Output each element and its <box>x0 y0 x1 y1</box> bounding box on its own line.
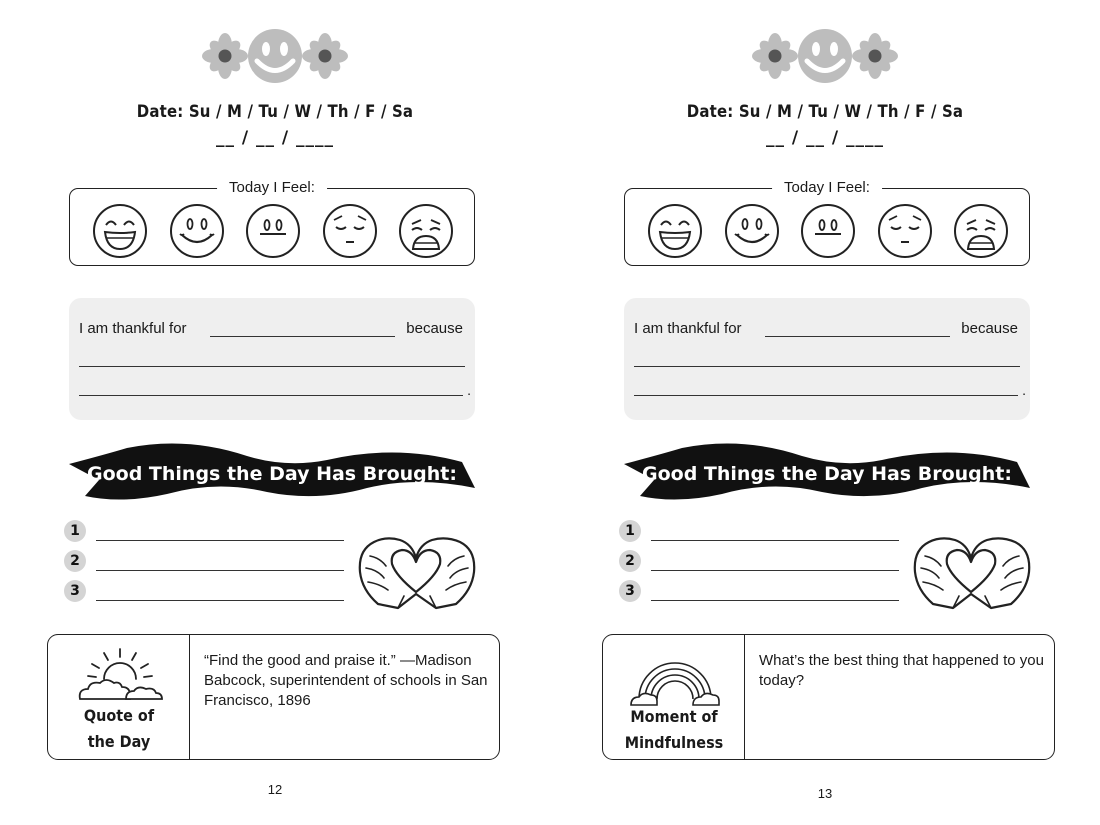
feelings-faces <box>647 203 1009 259</box>
upset-face-icon[interactable] <box>398 203 454 259</box>
neutral-face-icon[interactable] <box>800 203 856 259</box>
neutral-face-icon[interactable] <box>245 203 301 259</box>
page-number: 12 <box>267 782 283 797</box>
page-right <box>555 0 1100 825</box>
thankful-row <box>634 320 1018 340</box>
thankful-end: . <box>1022 382 1026 398</box>
mindfulness-prompt: What’s the best thing that happened to you today? <box>759 652 1044 689</box>
happy-face-icon[interactable] <box>724 203 780 259</box>
number-badge: 1 <box>619 520 641 542</box>
feelings-box <box>624 179 1030 266</box>
date-blanks[interactable]: __ / __ / ____ <box>765 128 885 148</box>
date-label: Date: Su / M / Tu / W / Th / F / Sa <box>136 102 414 122</box>
laughing-face-icon[interactable] <box>92 203 148 259</box>
quote-title-line1: Quote of <box>83 706 155 725</box>
good-things-list <box>619 520 909 610</box>
good-thing-line[interactable] <box>651 600 899 601</box>
banner-text: Good Things the Day Has Brought: <box>87 463 457 485</box>
good-thing-line[interactable] <box>96 570 344 571</box>
thankful-suffix: because <box>961 320 1018 337</box>
number-badge: 2 <box>619 550 641 572</box>
good-thing-line[interactable] <box>651 570 899 571</box>
mindfulness-box <box>602 634 1055 760</box>
thankful-panel <box>624 298 1030 420</box>
good-things-list <box>64 520 354 610</box>
thankful-blank[interactable] <box>765 336 950 337</box>
number-badge: 3 <box>619 580 641 602</box>
mindfulness-title-line1: Moment of <box>630 707 718 726</box>
list-item <box>619 550 909 574</box>
heart-hands-icon <box>356 532 478 612</box>
quote-label-panel <box>48 635 190 759</box>
thankful-line[interactable] <box>634 366 1020 367</box>
sad-face-icon[interactable] <box>322 203 378 259</box>
sun-cloud-icon <box>74 645 166 705</box>
feelings-label: Today I Feel: <box>217 179 327 196</box>
list-item <box>64 580 354 604</box>
thankful-line[interactable] <box>634 395 1018 396</box>
list-item <box>619 520 909 544</box>
number-badge: 3 <box>64 580 86 602</box>
list-item <box>619 580 909 604</box>
good-things-banner <box>67 436 477 508</box>
happy-face-icon[interactable] <box>169 203 225 259</box>
upset-face-icon[interactable] <box>953 203 1009 259</box>
feelings-label: Today I Feel: <box>772 179 882 196</box>
thankful-line[interactable] <box>79 366 465 367</box>
thankful-prefix: I am thankful for <box>634 320 742 337</box>
good-thing-line[interactable] <box>651 540 899 541</box>
thankful-blank[interactable] <box>210 336 395 337</box>
date-label: Date: Su / M / Tu / W / Th / F / Sa <box>686 102 964 122</box>
number-badge: 1 <box>64 520 86 542</box>
banner-text: Good Things the Day Has Brought: <box>642 463 1012 485</box>
thankful-prefix: I am thankful for <box>79 320 187 337</box>
page-number: 13 <box>817 786 833 801</box>
thankful-row <box>79 320 463 340</box>
number-badge: 2 <box>64 550 86 572</box>
date-blanks[interactable]: __ / __ / ____ <box>215 128 335 148</box>
heart-hands-icon <box>911 532 1033 612</box>
good-thing-line[interactable] <box>96 600 344 601</box>
good-thing-line[interactable] <box>96 540 344 541</box>
thankful-line[interactable] <box>79 395 463 396</box>
rainbow-icon <box>629 649 721 709</box>
thankful-panel <box>69 298 475 420</box>
mindfulness-title-line2: Mindfulness <box>624 733 724 752</box>
quote-text: “Find the good and praise it.” —Madison Babcock, superintendent of schools in San Francisco, 1896 <box>204 652 488 709</box>
list-item <box>64 550 354 574</box>
laughing-face-icon[interactable] <box>647 203 703 259</box>
quote-title-line2: the Day <box>87 732 151 751</box>
quote-box <box>47 634 500 760</box>
feelings-faces <box>92 203 454 259</box>
mindfulness-label-panel <box>603 635 745 759</box>
flower-smiley-flower-icon <box>745 26 905 86</box>
good-things-banner <box>622 436 1032 508</box>
flower-smiley-flower-icon <box>195 26 355 86</box>
list-item <box>64 520 354 544</box>
thankful-end: . <box>467 382 471 398</box>
thankful-suffix: because <box>406 320 463 337</box>
sad-face-icon[interactable] <box>877 203 933 259</box>
feelings-box <box>69 179 475 266</box>
